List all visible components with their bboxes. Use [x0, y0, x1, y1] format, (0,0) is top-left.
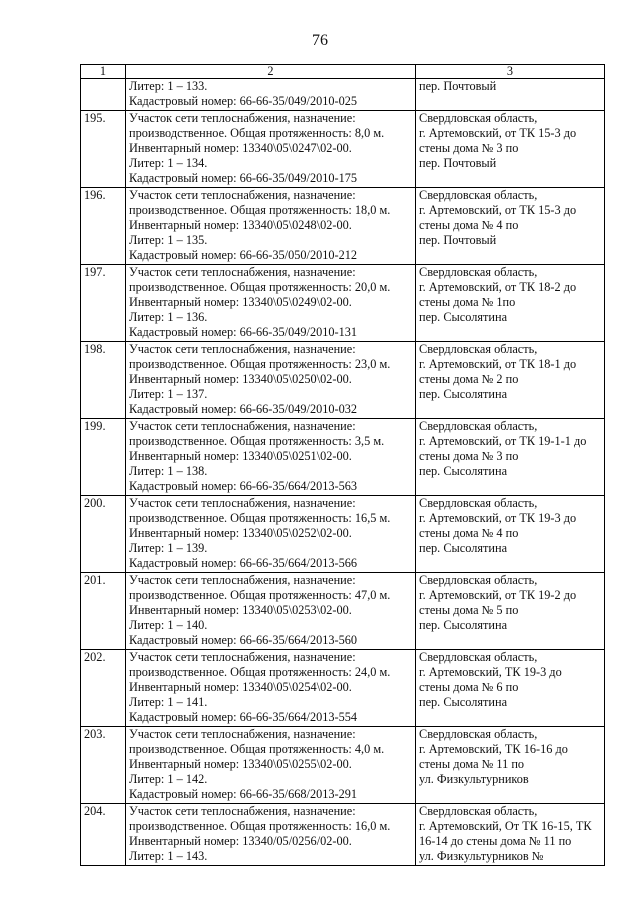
table-row: [81, 650, 605, 727]
object-description: [126, 265, 416, 342]
table-row: [81, 342, 605, 419]
address-line: стены дома № 6 по: [419, 680, 519, 694]
row-number: 197.: [81, 265, 126, 342]
description-line: Инвентарный номер: 13340\05\0254\02-00.: [129, 680, 352, 694]
table-row: [81, 265, 605, 342]
address-line: стены дома № 11 по: [419, 757, 525, 771]
description-line: производственное. Общая протяженность: 16,5 м.: [129, 511, 391, 525]
description-line: Участок сети теплоснабжения, назначение:: [129, 419, 356, 433]
description-line: Инвентарный номер: 13340/05/0256/02-00.: [129, 834, 352, 848]
address-line: г. Артемовский, от ТК 15-3 до: [419, 126, 577, 140]
object-address: [416, 188, 605, 265]
description-line: Кадастровый номер: 66-66-35/664/2013-563: [129, 479, 358, 493]
column-header-3: 3: [416, 65, 605, 79]
table-row: [81, 573, 605, 650]
column-header-2: 2: [126, 65, 416, 79]
object-address: [416, 650, 605, 727]
row-number: 199.: [81, 419, 126, 496]
address-line: г. Артемовский, ТК 19-3 до: [419, 665, 562, 679]
address-line: Свердловская область,: [419, 573, 538, 587]
description-line: Участок сети теплоснабжения, назначение:: [129, 573, 356, 587]
object-description: [126, 573, 416, 650]
description-line: Участок сети теплоснабжения, назначение:: [129, 727, 356, 741]
description-line: Кадастровый номер: 66-66-35/050/2010-212: [129, 248, 358, 262]
address-line: Свердловская область,: [419, 111, 538, 125]
address-line: стены дома № 3 по: [419, 141, 519, 155]
object-description: [126, 804, 416, 866]
description-line: Инвентарный номер: 13340\05\0248\02-00.: [129, 218, 352, 232]
description-line: Инвентарный номер: 13340\05\0251\02-00.: [129, 449, 352, 463]
description-line: Участок сети теплоснабжения, назначение:: [129, 342, 356, 356]
description-line: производственное. Общая протяженность: 8,0 м.: [129, 126, 385, 140]
address-line: г. Артемовский, от ТК 18-2 до: [419, 280, 577, 294]
table-row: [81, 188, 605, 265]
address-line: г. Артемовский, от ТК 15-3 до: [419, 203, 577, 217]
description-line: Участок сети теплоснабжения, назначение:: [129, 265, 356, 279]
description-line: Инвентарный номер: 13340\05\0247\02-00.: [129, 141, 352, 155]
address-line: пер. Сысолятина: [419, 695, 508, 709]
description-line: производственное. Общая протяженность: 20,0 м.: [129, 280, 391, 294]
address-line: пер. Сысолятина: [419, 387, 508, 401]
description-line: Кадастровый номер: 66-66-35/664/2013-554: [129, 710, 358, 724]
row-number: 203.: [81, 727, 126, 804]
address-line: стены дома № 4 по: [419, 218, 519, 232]
description-line: Литер: 1 – 139.: [129, 541, 208, 555]
description-line: производственное. Общая протяженность: 18,0 м.: [129, 203, 391, 217]
description-line: Литер: 1 – 142.: [129, 772, 208, 786]
description-line: производственное. Общая протяженность: 3,5 м.: [129, 434, 385, 448]
description-line: производственное. Общая протяженность: 16,0 м.: [129, 819, 391, 833]
row-number: 201.: [81, 573, 126, 650]
address-line: пер. Сысолятина: [419, 541, 508, 555]
description-line: Литер: 1 – 143.: [129, 849, 208, 863]
page-number: 76: [312, 32, 328, 49]
description-line: Инвентарный номер: 13340\05\0253\02-00.: [129, 603, 352, 617]
header-row: [81, 65, 605, 79]
address-line: Свердловская область,: [419, 727, 538, 741]
table-row: [81, 496, 605, 573]
object-address: [416, 111, 605, 188]
description-line: Инвентарный номер: 13340\05\0250\02-00.: [129, 372, 352, 386]
object-address: [416, 265, 605, 342]
object-description: [126, 188, 416, 265]
description-line: Литер: 1 – 141.: [129, 695, 208, 709]
address-line: г. Артемовский, от ТК 19-3 до: [419, 511, 577, 525]
object-description: [126, 496, 416, 573]
description-line: Литер: 1 – 133.: [129, 79, 208, 93]
object-address: [416, 496, 605, 573]
address-line: пер. Почтовый: [419, 156, 497, 170]
object-address: [416, 79, 605, 111]
address-line: г. Артемовский, От ТК 16-15, ТК: [419, 819, 592, 833]
description-line: Участок сети теплоснабжения, назначение:: [129, 804, 356, 818]
table-row: [81, 727, 605, 804]
description-line: Инвентарный номер: 13340\05\0252\02-00.: [129, 526, 352, 540]
description-line: производственное. Общая протяженность: 23,0 м.: [129, 357, 391, 371]
description-line: Участок сети теплоснабжения, назначение:: [129, 496, 356, 510]
address-line: ул. Физкультурников: [419, 772, 529, 786]
description-line: Кадастровый номер: 66-66-35/049/2010-032: [129, 402, 358, 416]
object-address: [416, 342, 605, 419]
object-description: [126, 79, 416, 111]
address-line: пер. Сысолятина: [419, 464, 508, 478]
address-line: Свердловская область,: [419, 419, 538, 433]
object-description: [126, 419, 416, 496]
object-address: [416, 419, 605, 496]
table-row: [81, 804, 605, 866]
address-line: Свердловская область,: [419, 496, 538, 510]
row-number: [81, 79, 126, 111]
description-line: Кадастровый номер: 66-66-35/664/2013-560: [129, 633, 358, 647]
address-line: пер. Почтовый: [419, 79, 497, 93]
object-address: [416, 573, 605, 650]
description-line: Участок сети теплоснабжения, назначение:: [129, 111, 356, 125]
row-number: 202.: [81, 650, 126, 727]
address-line: стены дома № 1по: [419, 295, 516, 309]
description-line: Кадастровый номер: 66-66-35/049/2010-131: [129, 325, 358, 339]
address-line: г. Артемовский, от ТК 18-1 до: [419, 357, 577, 371]
object-address: [416, 727, 605, 804]
table-body: [81, 79, 605, 866]
row-number: 200.: [81, 496, 126, 573]
address-line: Свердловская область,: [419, 265, 538, 279]
description-line: Участок сети теплоснабжения, назначение:: [129, 188, 356, 202]
description-line: Литер: 1 – 140.: [129, 618, 208, 632]
description-line: Инвентарный номер: 13340\05\0249\02-00.: [129, 295, 352, 309]
description-line: производственное. Общая протяженность: 4,0 м.: [129, 742, 385, 756]
address-line: пер. Сысолятина: [419, 618, 508, 632]
description-line: Кадастровый номер: 66-66-35/049/2010-025: [129, 94, 358, 108]
address-line: Свердловская область,: [419, 342, 538, 356]
row-number: 195.: [81, 111, 126, 188]
address-line: 16-14 до стены дома № 11 по: [419, 834, 572, 848]
address-line: г. Артемовский, ТК 16-16 до: [419, 742, 568, 756]
address-line: г. Артемовский, от ТК 19-1-1 до: [419, 434, 587, 448]
registry-table: [80, 64, 605, 866]
description-line: Кадастровый номер: 66-66-35/668/2013-291: [129, 787, 358, 801]
description-line: производственное. Общая протяженность: 24,0 м.: [129, 665, 391, 679]
description-line: Литер: 1 – 134.: [129, 156, 208, 170]
description-line: Инвентарный номер: 13340\05\0255\02-00.: [129, 757, 352, 771]
table-row: [81, 79, 605, 111]
address-line: Свердловская область,: [419, 650, 538, 664]
address-line: пер. Сысолятина: [419, 310, 508, 324]
description-line: Участок сети теплоснабжения, назначение:: [129, 650, 356, 664]
object-description: [126, 111, 416, 188]
column-header-1: 1: [81, 65, 126, 79]
object-address: [416, 804, 605, 866]
row-number: 196.: [81, 188, 126, 265]
address-line: Свердловская область,: [419, 804, 538, 818]
row-number: 198.: [81, 342, 126, 419]
object-description: [126, 727, 416, 804]
address-line: Свердловская область,: [419, 188, 538, 202]
description-line: Литер: 1 – 137.: [129, 387, 208, 401]
row-number: 204.: [81, 804, 126, 866]
description-line: Кадастровый номер: 66-66-35/664/2013-566: [129, 556, 358, 570]
address-line: пер. Почтовый: [419, 233, 497, 247]
object-description: [126, 342, 416, 419]
object-description: [126, 650, 416, 727]
address-line: г. Артемовский, от ТК 19-2 до: [419, 588, 577, 602]
description-line: Кадастровый номер: 66-66-35/049/2010-175: [129, 171, 358, 185]
address-line: стены дома № 5 по: [419, 603, 519, 617]
description-line: производственное. Общая протяженность: 47,0 м.: [129, 588, 391, 602]
description-line: Литер: 1 – 136.: [129, 310, 208, 324]
table-row: [81, 419, 605, 496]
description-line: Литер: 1 – 135.: [129, 233, 208, 247]
address-line: стены дома № 3 по: [419, 449, 519, 463]
address-line: ул. Физкультурников №: [419, 849, 544, 863]
description-line: Литер: 1 – 138.: [129, 464, 208, 478]
table-row: [81, 111, 605, 188]
address-line: стены дома № 2 по: [419, 372, 519, 386]
address-line: стены дома № 4 по: [419, 526, 519, 540]
